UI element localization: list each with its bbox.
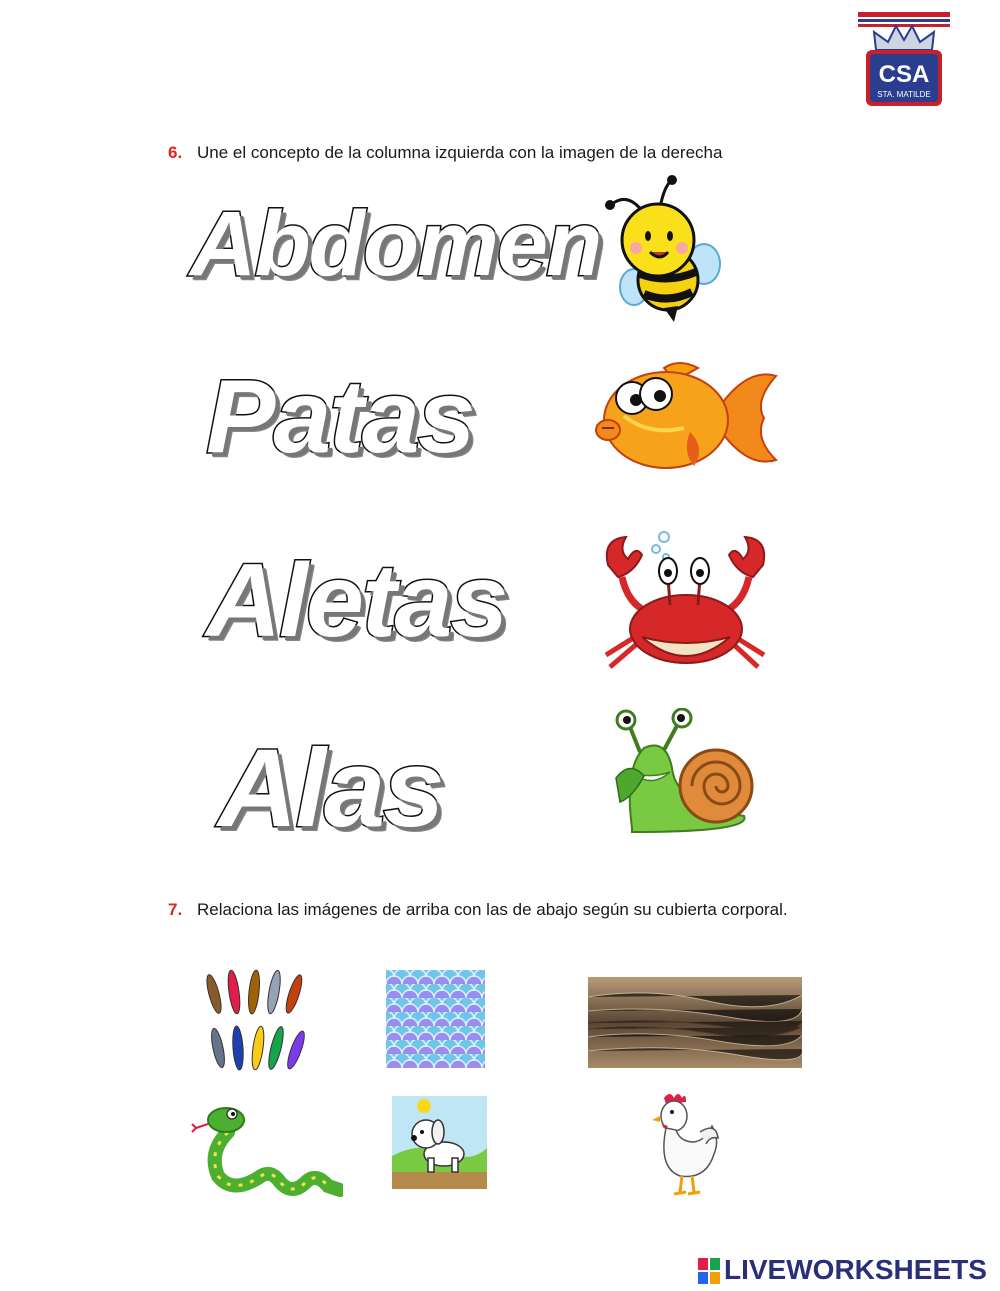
fish-image[interactable] — [594, 356, 784, 481]
question-6-text: Une el concepto de la columna izquierda con la imagen de la derecha — [197, 143, 723, 162]
school-logo — [856, 10, 952, 110]
liveworksheets-logo[interactable] — [698, 1254, 998, 1288]
word-aletas: Aletas — [206, 543, 507, 659]
question-7-number: 7. — [168, 900, 183, 919]
crab-image[interactable] — [598, 525, 773, 670]
word-alas: Alas — [218, 727, 443, 850]
word-abdomen: Abdomen — [190, 193, 601, 295]
word-patas: Patas — [206, 359, 474, 475]
live-badge-icon — [698, 1258, 720, 1284]
question-7-text: Relaciona las imágenes de arriba con las de abajo según su cubierta corporal. — [197, 900, 788, 919]
brand-name: LIVEWORKSHEETS — [724, 1254, 987, 1285]
snake-image[interactable] — [188, 1102, 343, 1200]
hen-image[interactable] — [650, 1092, 722, 1200]
scales-image[interactable] — [386, 970, 485, 1068]
logo-text: CSA — [878, 61, 930, 88]
question-6-number: 6. — [168, 143, 183, 162]
bee-image[interactable] — [598, 172, 728, 327]
feathers-image[interactable] — [200, 968, 312, 1076]
snail-image[interactable] — [614, 708, 759, 838]
fur-image[interactable] — [588, 977, 802, 1068]
logo-subtext: STA. MATILDE — [877, 90, 931, 99]
dog-image[interactable] — [392, 1096, 487, 1189]
